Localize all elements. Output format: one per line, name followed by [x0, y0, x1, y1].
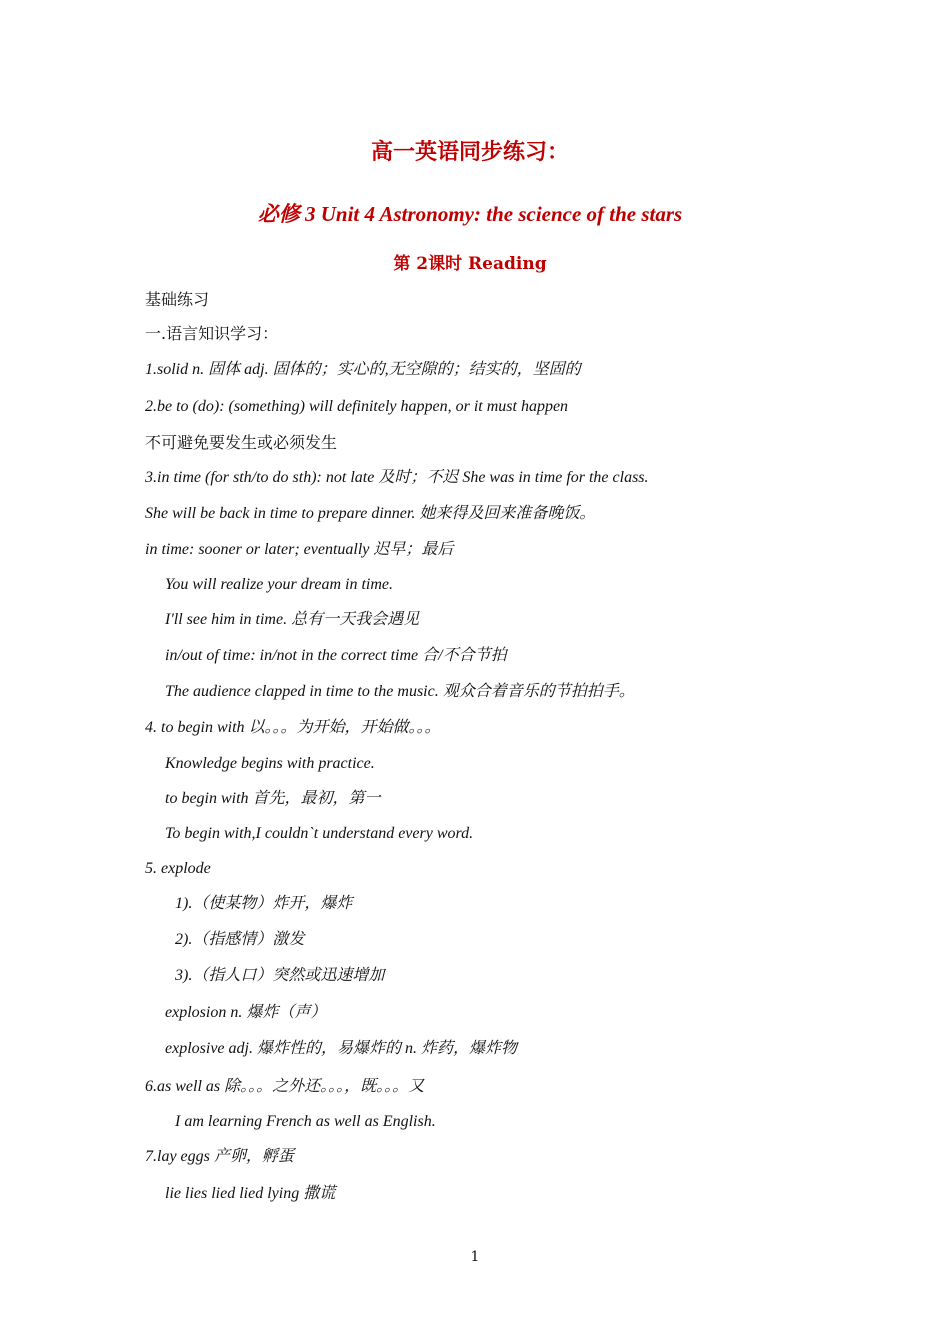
definition-item: 3).（指人口）突然或迅速增加 [175, 967, 385, 984]
example-sentence: The audience clapped in time to the music. 观众合着音乐的节拍拍手。 [165, 683, 635, 700]
vocab-item-2-translation: 不可避免要发生或必须发生 [145, 433, 338, 452]
vocab-item-1: 1.solid n. 固体 adj. 固体的；实心的,无空隙的；结实的，坚固的 [145, 361, 581, 378]
example-sentence: I am learning French as well as English. [175, 1113, 436, 1130]
vocab-item-2: 2.be to (do): (something) will definitely happen, or it must happen [145, 398, 569, 415]
example-sentence: To begin with,I couldn`t understand every word. [165, 825, 474, 842]
vocab-item-4: 4. to begin with 以。。。为开始，开始做。。。 [145, 719, 441, 736]
document-title: 高一英语同步练习： [370, 139, 569, 165]
section-heading-basic: 基础练习 [145, 290, 210, 309]
lesson-heading: 第 2课时 Reading [393, 254, 547, 274]
example-sentence: I'll see him in time. 总有一天我会遇见 [165, 611, 420, 628]
vocab-item-6: 6.as well as 除。。。之外还。。。，既。。。又 [145, 1078, 425, 1095]
example-sentence: You will realize your dream in time. [165, 576, 393, 593]
vocab-subitem: explosion n. 爆炸（声） [165, 1004, 327, 1021]
page-number: 1 [470, 1249, 480, 1265]
definition-item: 2).（指感情）激发 [175, 931, 305, 948]
example-sentence: Knowledge begins with practice. [165, 755, 375, 772]
vocab-item-7: 7.lay eggs 产卵，孵蛋 [145, 1148, 294, 1165]
vocab-subitem: in time: sooner or later; eventually 迟早；最后 [145, 541, 454, 558]
vocab-item-5: 5. explode [145, 860, 211, 877]
definition-item: 1).（使某物）炸开，爆炸 [175, 895, 353, 912]
vocab-subitem: in/out of time: in/not in the correct time 合/不合节拍 [165, 647, 507, 664]
vocab-subitem: lie lies lied lied lying 撒谎 [165, 1185, 336, 1202]
example-sentence: She will be back in time to prepare dinner. 她来得及回来准备晚饭。 [145, 505, 596, 522]
vocab-subitem: to begin with 首先，最初，第一 [165, 790, 381, 807]
vocab-subitem: explosive adj. 爆炸性的，易爆炸的 n. 炸药，爆炸物 [165, 1040, 517, 1057]
vocab-item-3: 3.in time (for sth/to do sth): not late 及时；不迟 She was in time for the class. [145, 469, 649, 486]
section-heading-knowledge: 一.语言知识学习： [145, 324, 279, 343]
unit-subtitle: 必修 3 Unit 4 Astronomy: the science of the stars [257, 202, 683, 226]
